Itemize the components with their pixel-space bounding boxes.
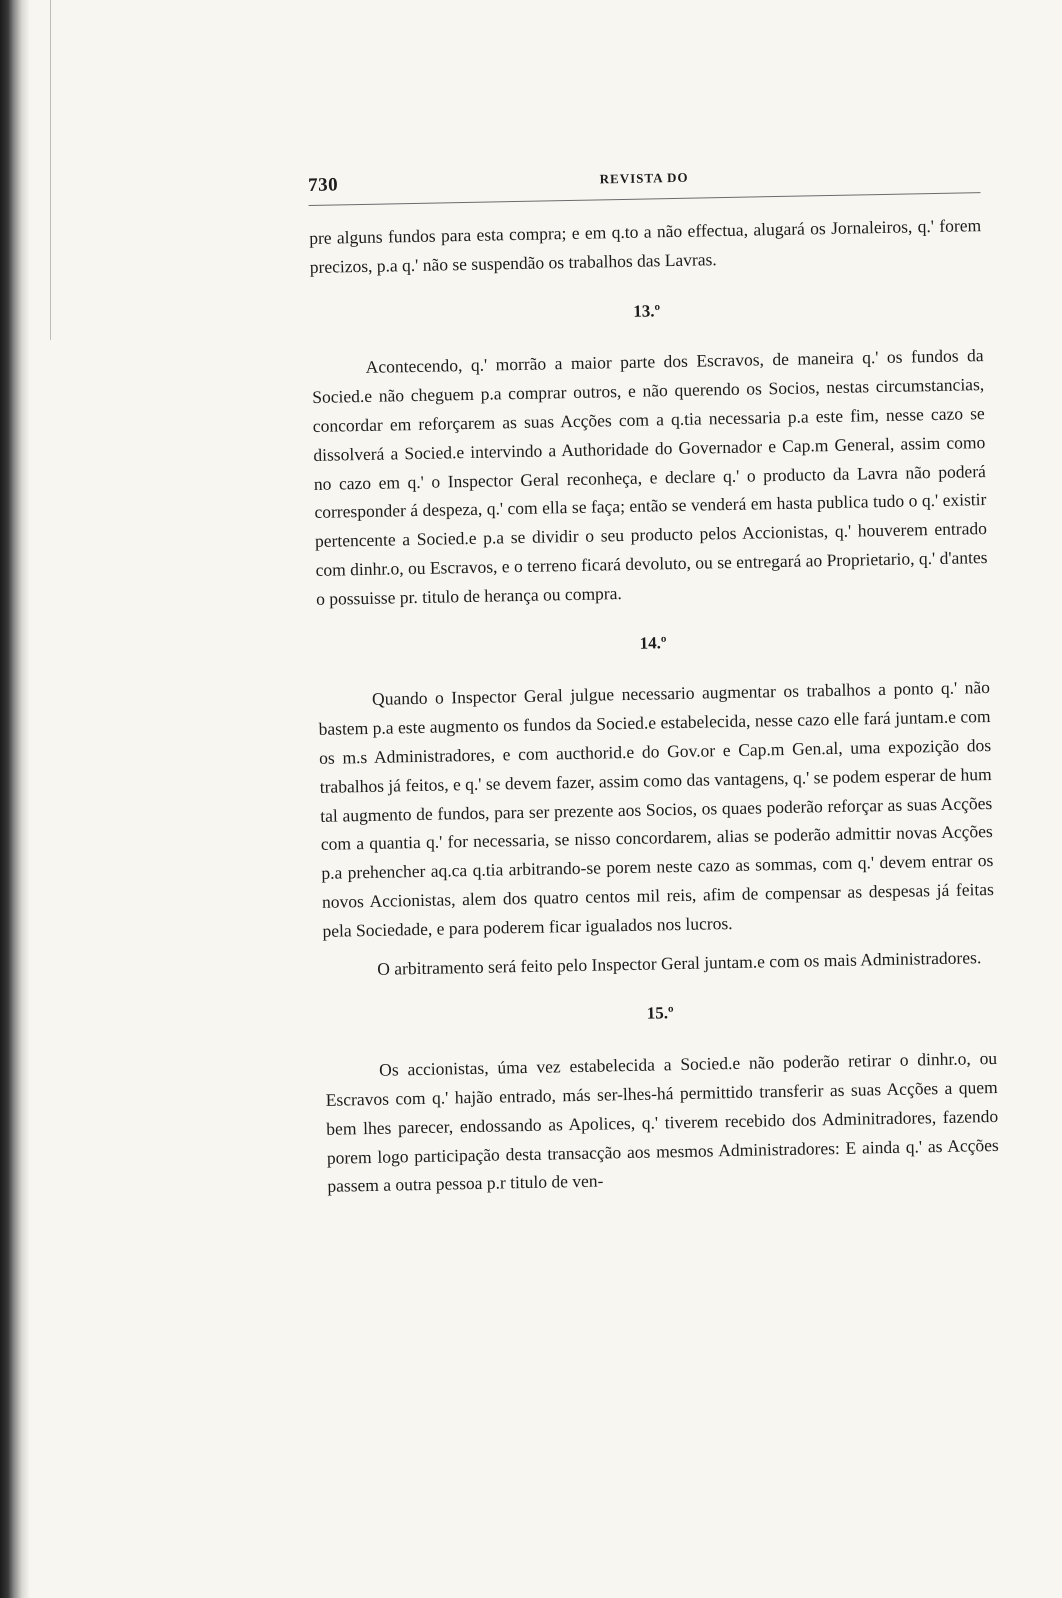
paragraph-article-13: Acontecendo, q.' morrão a maior parte dos Escravos, de maneira q.' os fundos da Socied.e não cheguem p.a comprar outros, e não querendo os Socios, nestas circumstancias, concordar em reforçarem as suas Acções com a q.tia necessaria p.a este fim, nesse cazo se dissolverá a Socied.e intervindo a Authoridade do Governador e Cap.m General, assim como no cazo em q.' o Inspector Geral reconheça, e declare q.' o producto da Lavra não poderá corresponder á despeza, q.' com ella se faça; então se venderá em hasta publica tudo o q.' existir pertencente a Socied.e p.a se dividir o seu producto pelos Accionistas, q.' houverem entrado com dinhr.o, ou Escravos, e o terreno ficará devoluto, ou se entregará ao Proprietario, q.' d'antes o possuisse pr. titulo de herança ou compra. bbox=[312, 345, 988, 609]
paragraph-arbitramento: O arbitramento será feito pelo Inspector Geral juntam.e com os mais Administradores. bbox=[377, 946, 982, 979]
article-number-15: 15.º bbox=[646, 1003, 674, 1023]
article-number-14: 14.º bbox=[639, 632, 667, 653]
page-number: 730 bbox=[308, 174, 339, 196]
paragraph-continued: pre alguns fundos para esta compra; e em q.to a não effectua, alugará os Jornaleiros, q.' forem precizos, p.a q.' não se suspendão os trabalhos das Lavras. bbox=[309, 215, 982, 277]
paragraph-article-15: Os accionistas, úma vez estabelecida a Socied.e não poderão retirar o dinhr.o, ou Escravos com q.' hajão entrado, más ser-lhes-há permittido transferir as suas Acções a quem bem lhes parecer, endossando as Apolices, q.' tiverem recebido dos Adminitradores, fazendo porem logo participação desta transacção aos mesmos Administradores: E ainda q.' as Acções passem a outra pessoa p.r titulo de ven- bbox=[325, 1048, 999, 1197]
running-head bbox=[308, 162, 980, 206]
binding-line bbox=[50, 0, 51, 340]
binding-edge bbox=[0, 0, 30, 1598]
document-page bbox=[308, 162, 1000, 1201]
body-text bbox=[309, 211, 1000, 1201]
article-number-13: 13.º bbox=[633, 300, 661, 321]
paragraph-article-14: Quando o Inspector Geral julgue necessario augmentar os trabalhos a ponto q.' não bastem p.a este augmento os fundos da Socied.e estabelecida, nesse cazo elle fará juntam.e com os m.s Administradores, e com aucthorid.e do Gov.or e Cap.m Gen.al, uma expozição dos trabalhos já feitos, e q.' se devem fazer, assim como das vantagens, q.' se podem esperar de hum tal augmento de fundos, para ser prezente aos Socios, os quaes poderão reforçar as suas Acções com a quantia q.' for necessaria, se nisso concordarem, alias se poderão admittir novas Acções p.a prehencher aq.ca q.tia arbitrando-se porem neste cazo as sommas, com q.' devem entrar os novos Accionistas, alem dos quatro centos mil reis, afim de compensar as despesas já feitas pela Sociedade, e para poderem ficar igualados nos lucros. bbox=[318, 677, 995, 941]
running-title: REVISTA DO bbox=[599, 169, 689, 187]
